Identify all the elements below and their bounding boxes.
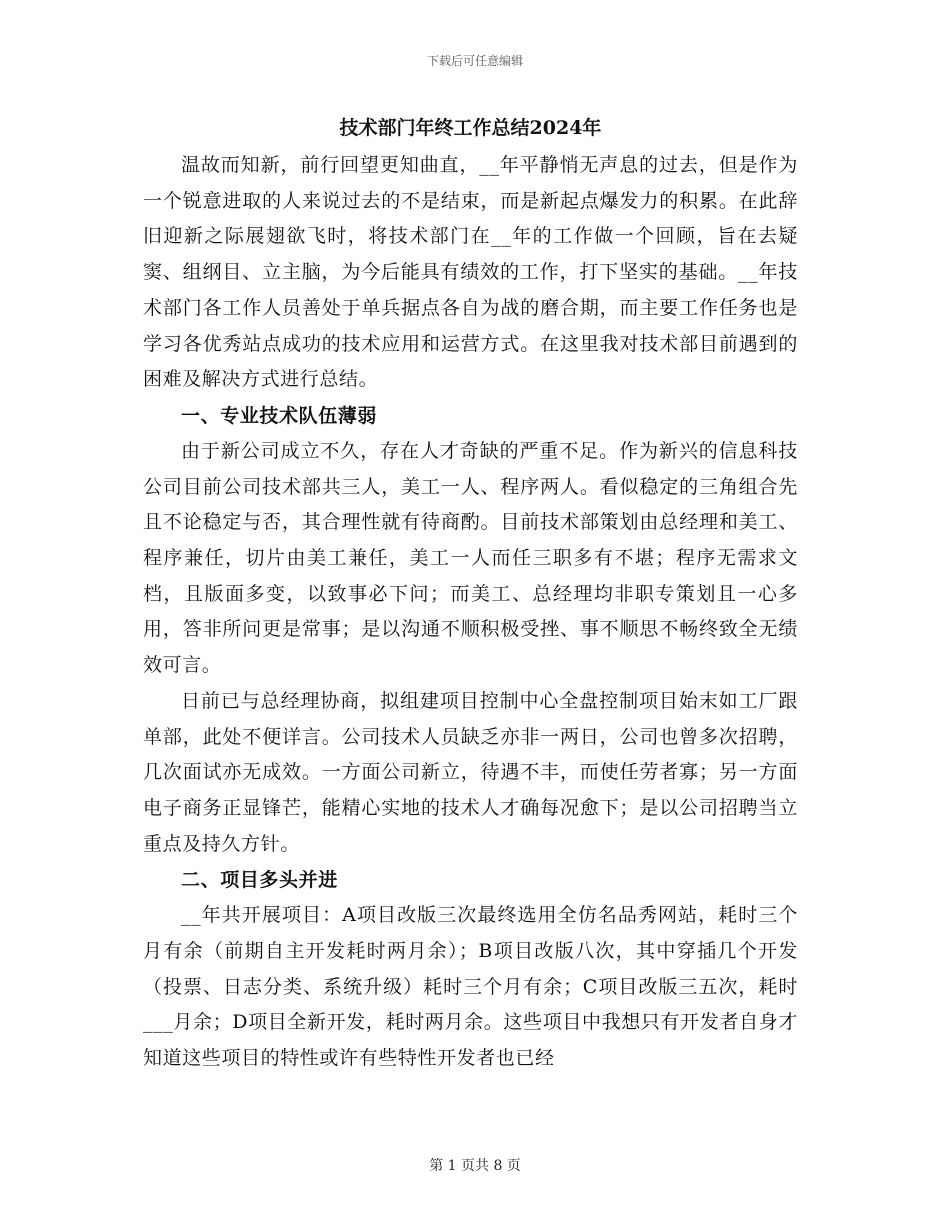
page-header: 下载后可任意编辑 [426, 54, 523, 68]
paragraph-projects: __年共开展项目：A项目改版三次最终选用全仿名品秀网站，耗时三个月有余（前期自主开发耗时两月余）；B项目改版八次，其中穿插几个开发（投票、日志分类、系统升级）耗时三个月有余；C项目改版三五次，耗时___月余；D项目全新开发，耗时两月余。这些项目中我想只有开发者自身才知道这些项目的特性或许有些特性开发者也已经 [143, 904, 798, 1070]
section-heading-1: 一、专业技术队伍薄弱 [181, 404, 378, 427]
document-title: 技术部门年终工作总结2024年 [339, 117, 602, 139]
page-footer: 第 1 页共 8 页 [429, 1158, 521, 1174]
paragraph-staff-shortage: 由于新公司成立不久，存在人才奇缺的严重不足。作为新兴的信息科技公司目前公司技术部共三人，美工一人、程序两人。看似稳定的三角组合先且不论稳定与否，其合理性就有待商酌。目前技术部策划由总经理和美工、程序兼任，切片由美工兼任，美工一人而任三职多有不堪；程序无需求文档，且版面多变，以致事必下问；而美工、总经理均非职专策划且一心多用，答非所问更是常事；是以沟通不顺积极受挫、事不顺思不畅终致全无绩效可言。 [143, 439, 798, 677]
document-body [143, 110, 798, 1077]
paragraph-recruitment: 日前已与总经理协商，拟组建项目控制中心全盘控制项目始末如工厂跟单部，此处不便详言。公司技术人员缺乏亦非一两日，公司也曾多次招聘，几次面试亦无成效。一方面公司新立，待遇不丰，而使任劳者寡；另一方面电子商务正显锋芒，能精心实地的技术人才确每况愈下；是以公司招聘当立重点及持久方针。 [143, 689, 798, 855]
paragraph-intro: 温故而知新，前行回望更知曲直，__年平静悄无声息的过去，但是作为一个锐意进取的人来说过去的不是结束，而是新起点爆发力的积累。在此辞旧迎新之际展翅欲飞时，将技术部门在__年的工作做一个回顾，旨在去疑窦、组纲目、立主脑，为今后能具有绩效的工作，打下坚实的基础。__年技术部门各工作人员善处于单兵据点各自为战的磨合期，而主要工作任务也是学习各优秀站点成功的技术应用和运营方式。在这里我对技术部目前遇到的困难及解决方式进行总结。 [143, 154, 798, 391]
section-heading-2: 二、项目多头并进 [181, 869, 338, 892]
